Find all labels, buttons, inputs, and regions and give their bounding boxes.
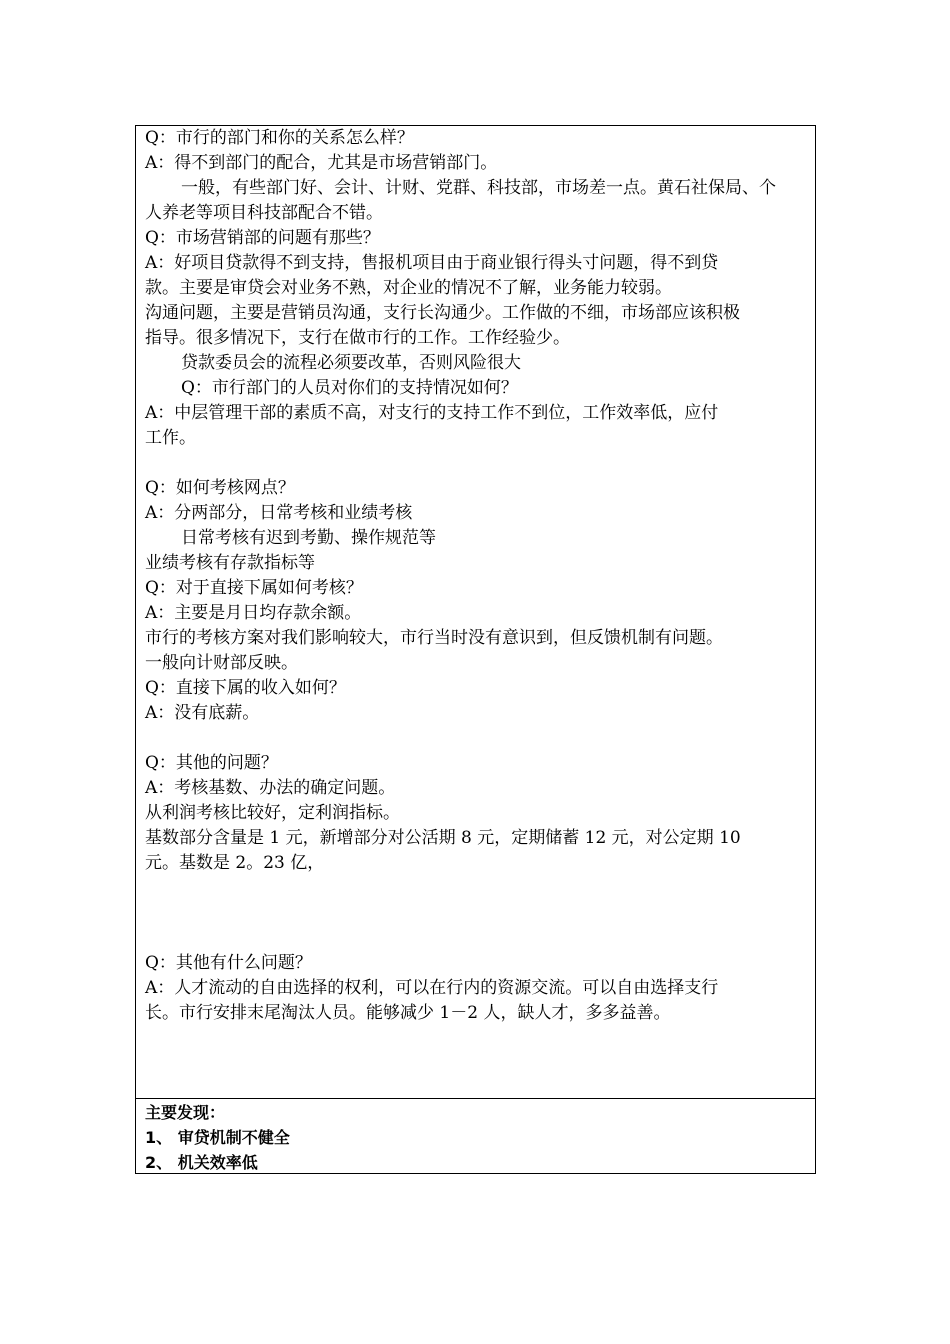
notes-line: A：中层管理干部的素质不高，对支行的支持工作不到位，工作效率低，应付 <box>145 403 719 423</box>
notes-line: 一般向计财部反映。 <box>145 653 298 673</box>
interview-notes-cell <box>136 126 815 1098</box>
notes-line: A：没有底薪。 <box>145 703 260 723</box>
notes-line: A：分两部分，日常考核和业绩考核 <box>145 503 413 523</box>
interview-record-table <box>135 125 816 1174</box>
blank-line <box>145 726 806 751</box>
findings-heading: 主要发现： <box>145 1103 226 1122</box>
notes-line: 从利润考核比较好，定利润指标。 <box>145 803 400 823</box>
notes-line: Q：市行的部门和你的关系怎么样？ <box>145 128 414 148</box>
notes-line: 元。基数是 2。23 亿， <box>145 853 325 873</box>
notes-line: 市行的考核方案对我们影响较大，市行当时没有意识到，但反馈机制有问题。 <box>145 628 723 648</box>
findings-item: 1、 审贷机制不健全 <box>145 1128 290 1147</box>
notes-line: Q：如何考核网点？ <box>145 478 295 498</box>
notes-line: 基数部分含量是 1 元，新增部分对公活期 8 元，定期储蓄 12 元，对公定期 10 <box>145 828 741 848</box>
notes-line: Q：市场营销部的问题有那些？ <box>145 228 380 248</box>
blank-line <box>145 451 806 476</box>
notes-line: A：好项目贷款得不到支持，售报机项目由于商业银行得头寸问题，得不到贷 <box>145 253 719 273</box>
blank-line <box>145 901 806 926</box>
notes-line: 沟通问题，主要是营销员沟通，支行长沟通少。工作做的不细，市场部应该积极 <box>145 303 740 323</box>
notes-line: A：主要是月日均存款余额。 <box>145 603 362 623</box>
notes-line: 款。主要是审贷会对业务不熟，对企业的情况不了解，业务能力较弱。 <box>145 278 672 298</box>
notes-line: A：得不到部门的配合，尤其是市场营销部门。 <box>145 153 498 173</box>
notes-line: Q：其他的问题？ <box>145 753 278 773</box>
notes-line: Q：市行部门的人员对你们的支持情况如何？ <box>181 378 518 398</box>
blank-line <box>145 926 806 951</box>
notes-line: A：人才流动的自由选择的权利，可以在行内的资源交流。可以自由选择支行 <box>145 978 719 998</box>
notes-line: Q：其他有什么问题？ <box>145 953 312 973</box>
notes-line: 业绩考核有存款指标等 <box>145 553 315 573</box>
notes-line: 一般，有些部门好、会计、计财、党群、科技部，市场差一点。黄石社保局、个 <box>181 178 776 198</box>
notes-line: 贷款委员会的流程必须要改革，否则风险很大 <box>181 353 521 373</box>
notes-line: A：考核基数、办法的确定问题。 <box>145 778 396 798</box>
notes-line: 日常考核有迟到考勤、操作规范等 <box>181 528 436 548</box>
findings-item: 2、 机关效率低 <box>145 1153 258 1172</box>
notes-line: 长。市行安排末尾淘汰人员。能够减少 1－2 人，缺人才，多多益善。 <box>145 1003 671 1023</box>
notes-line: 人养老等项目科技部配合不错。 <box>145 203 383 223</box>
notes-line: Q：直接下属的收入如何？ <box>145 678 346 698</box>
blank-line <box>145 876 806 901</box>
main-findings-cell <box>136 1098 815 1173</box>
notes-line: Q：对于直接下属如何考核？ <box>145 578 363 598</box>
notes-line: 工作。 <box>145 428 196 448</box>
notes-line: 指导。很多情况下，支行在做市行的工作。工作经验少。 <box>145 328 570 348</box>
